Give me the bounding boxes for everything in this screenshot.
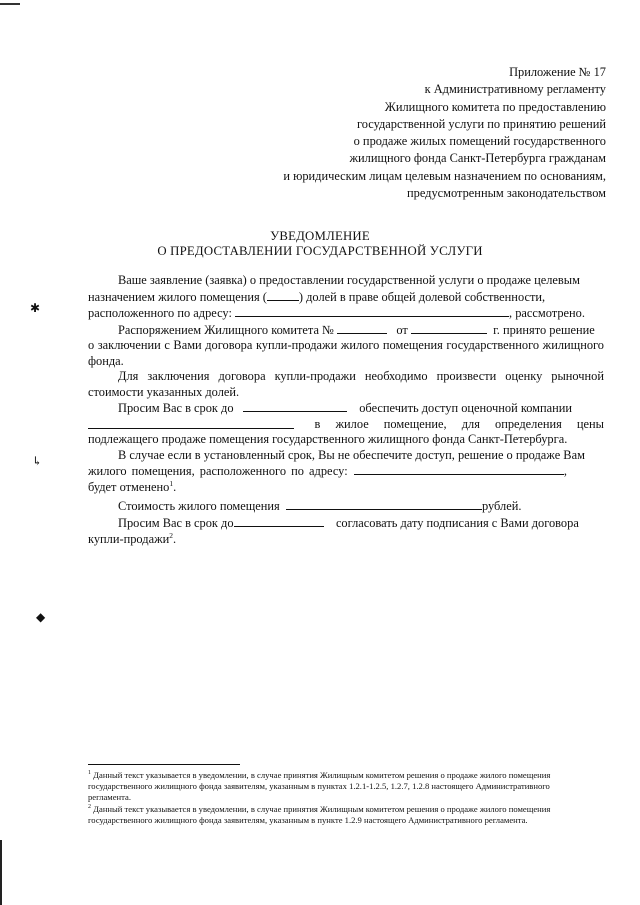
appendix-line: Жилищного комитета по предоставлению xyxy=(384,99,606,114)
order-number-blank xyxy=(337,322,387,334)
footnote-ref: 2 xyxy=(169,530,174,540)
text-part: , рассмотрено. xyxy=(509,306,585,320)
appendix-line: Приложение № 17 xyxy=(509,65,606,79)
paragraph-4-line-2 xyxy=(88,417,604,433)
appendix-line: и юридическим лицам целевым назначением по основаниям, xyxy=(283,168,606,183)
paragraph-3: Для заключения договора купли-продажи необходимо произвести оценку рыночной стоимости указанных долей. xyxy=(88,369,604,399)
appendix-line: о продаже жилых помещений государственного xyxy=(353,134,606,149)
paragraph-5-line-2: жилого помещения, расположенного по адресу: , xyxy=(88,464,567,478)
signing-line-1 xyxy=(88,515,604,532)
document-title: УВЕДОМЛЕНИЕ xyxy=(270,229,370,243)
footnote-2 xyxy=(88,804,588,826)
footnote-number: 1 xyxy=(88,770,91,777)
paragraph-1-line-2 xyxy=(88,289,604,306)
footnote-text: Данный текст указывается в уведомлении, в случае принятия Жилищным комитетом решения о продаже жилого помещения государственного жилищного фонда заявителям, указанным в пункте 1.2.9 настоящего Административного регламента. xyxy=(88,803,551,825)
text-part: расположенного по адресу: xyxy=(88,306,232,320)
text-part: Просим Вас в срок до xyxy=(118,516,234,530)
text-part: назначением жилого помещения ( xyxy=(88,289,267,304)
footnote-text: Данный текст указывается в уведомлении, в случае принятия Жилищным комитетом решения о продаже жилого помещения государственного жилищного фонда заявителям, указанным в пунктах 1.2.1-1.2.5, 1.2.7, 1.2.8 настоящего Административного регламента. xyxy=(88,770,551,803)
paragraph-1-line-3 xyxy=(88,305,604,322)
signing-paragraph xyxy=(88,515,604,547)
address-blank-2 xyxy=(354,463,564,475)
cost-line xyxy=(118,498,521,514)
paragraph-1-line-1: Ваше заявление (заявка) о предоставлении государственной услуги о продаже целевым xyxy=(118,273,580,287)
text-part: Просим Вас в срок до xyxy=(118,401,234,415)
text-part: рублей. xyxy=(481,499,522,513)
address-blank xyxy=(235,305,509,317)
paragraph-4-line-1 xyxy=(88,400,604,417)
document-subtitle: О ПРЕДОСТАВЛЕНИИ ГОСУДАРСТВЕННОЙ УСЛУГИ xyxy=(157,244,483,258)
notice-body xyxy=(88,273,604,495)
deadline-blank xyxy=(243,400,347,412)
text-part: Распоряжением Жилищного комитета № xyxy=(118,322,334,337)
footnotes xyxy=(88,770,588,826)
text-part: г. принято решение xyxy=(493,322,595,337)
scan-border xyxy=(0,840,2,905)
scan-edge-mark xyxy=(0,3,20,5)
margin-mark-icon: ↳ xyxy=(32,454,43,468)
paragraph-5-line-1: В случае если в установленный срок, Вы не обеспечите доступ, решение о продаже Вам xyxy=(118,447,585,462)
text-part: согласовать дату подписания с Вами договора xyxy=(335,516,579,530)
text-part: от xyxy=(396,322,408,337)
appendix-line: к Административному регламенту xyxy=(424,82,606,97)
appendix-line: жилищного фонда Санкт-Петербурга гражданам xyxy=(349,151,606,166)
footnote-number: 2 xyxy=(88,803,91,810)
order-date-blank xyxy=(411,322,487,334)
text-part: ) долей в праве общей долевой собственности, xyxy=(298,289,546,304)
text-part: купли-продажи xyxy=(88,531,170,546)
footnote-1 xyxy=(88,770,588,804)
appendix-header xyxy=(206,64,606,202)
paragraph-5-line-3: будет отменено$^1$. xyxy=(88,478,177,494)
margin-mark-icon: ✱ xyxy=(30,301,41,315)
appendix-line: предусмотренным законодательством xyxy=(407,186,606,201)
paragraph-4-rest: подлежащего продаже помещения государственного жилищного фонда Санкт-Петербурга. xyxy=(88,432,568,446)
footnote-divider xyxy=(88,764,240,765)
cost-blank xyxy=(286,498,482,510)
text-part: в жилое помещение, для определения цены xyxy=(314,416,604,431)
text-part: будет отменено xyxy=(88,479,170,494)
paragraph-2-line-1 xyxy=(88,322,604,339)
company-blank xyxy=(88,417,294,429)
text-part: жилого помещения, расположенного по адресу: xyxy=(88,464,348,478)
paragraph-2-rest: о заключении с Вами договора купли-продажи жилого помещения государственного жилищного фонда. xyxy=(88,338,604,368)
text xyxy=(88,289,545,306)
appendix-line: государственной услуги по принятию решений xyxy=(356,116,606,131)
share-blank xyxy=(267,289,299,301)
signing-line-2: купли-продажи$^2$. xyxy=(88,530,177,546)
signing-deadline-blank xyxy=(234,515,324,527)
margin-mark-icon: ◆ xyxy=(36,610,46,624)
text-part: обеспечить доступ оценочной компании xyxy=(359,401,573,415)
text-part: Стоимость жилого помещения xyxy=(118,499,280,513)
footnote-ref: 1 xyxy=(169,478,174,488)
